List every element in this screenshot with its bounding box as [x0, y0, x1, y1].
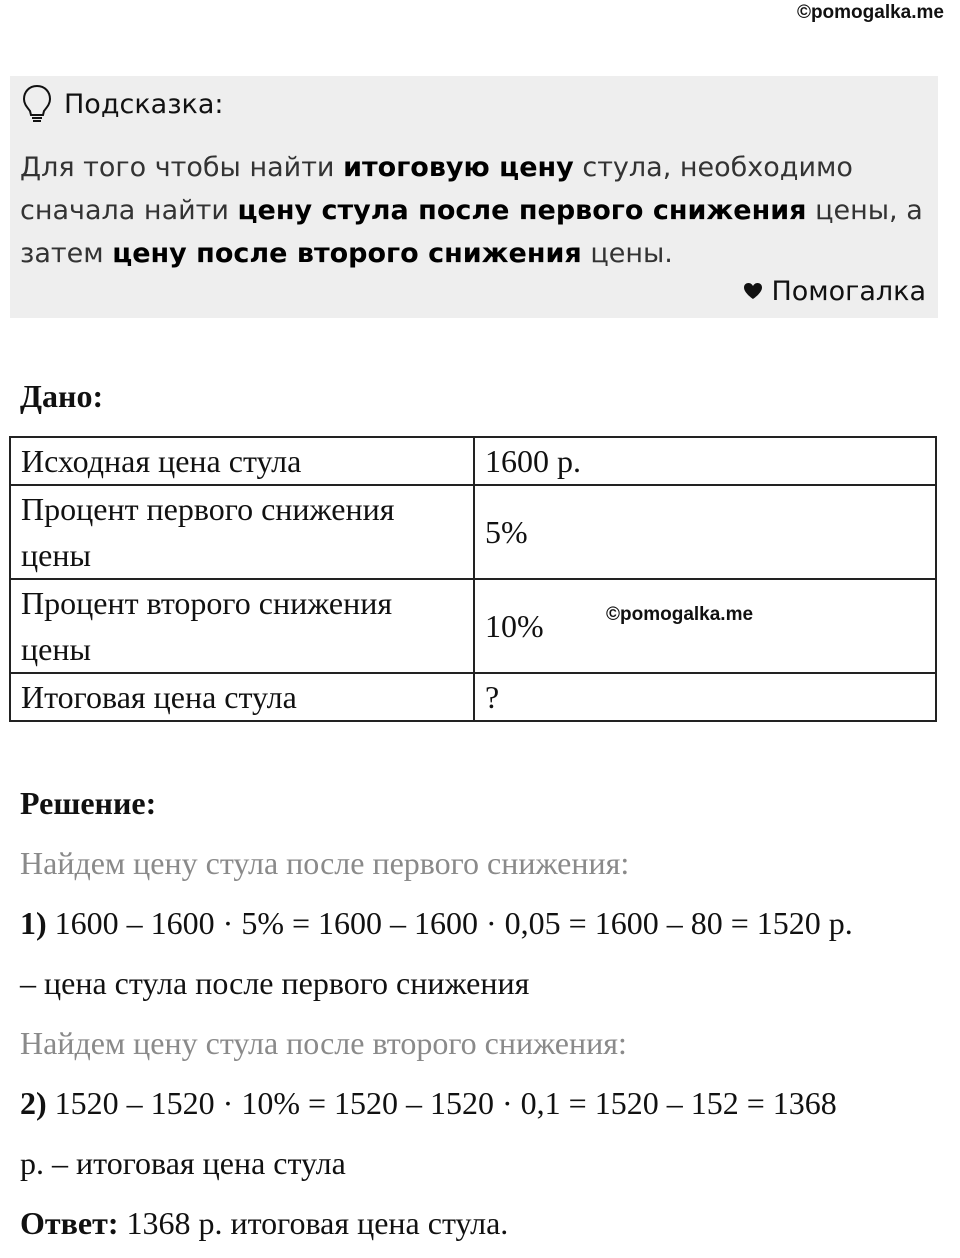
step1-expression — [20, 898, 940, 958]
hint-signature — [743, 276, 926, 307]
given-table — [9, 436, 937, 722]
solution-heading: Решение: — [20, 785, 157, 821]
table-cell-label: Исходная цена стула — [10, 437, 474, 485]
expression-text: 1520 – 1520 · 10% = 1520 – 1520 · 0,1 = 1520 – 152 = 1368 — [46, 1085, 837, 1121]
step1-intro: Найдем цену стула после первого снижения: — [20, 845, 630, 881]
hint-text — [20, 146, 925, 275]
watermark: ©pomogalka.me — [796, 2, 944, 23]
hint-title: Подсказка: — [64, 88, 224, 120]
hint-text-emphasis: цену после второго снижения — [112, 238, 582, 269]
step2-intro: Найдем цену стула после второго снижения: — [20, 1025, 627, 1061]
table-cell-label: Процент первого снижения цены — [10, 485, 474, 579]
step1-note: – цена стула после первого снижения — [20, 965, 530, 1001]
table-cell-label: Процент второго снижения цены — [10, 579, 474, 673]
expression-text: 1600 – 1600 · 5% = 1600 – 1600 · 0,05 = 1600 – 80 = 1520 р. — [46, 905, 853, 941]
given-heading: Дано: — [20, 378, 104, 414]
solution — [20, 778, 940, 1258]
table-cell-value: 5% — [474, 485, 936, 579]
table-row — [10, 485, 936, 579]
heart-icon — [743, 276, 763, 307]
answer-label: Ответ: — [20, 1205, 119, 1241]
hint-box — [10, 76, 938, 318]
table-cell-value: 10% — [474, 579, 936, 673]
table-row — [10, 437, 936, 485]
hint-text-part: цены. — [581, 238, 673, 269]
table-watermark: ©pomogalka.me — [606, 604, 754, 625]
step-number: 1) — [20, 905, 47, 941]
lightbulb-icon — [22, 84, 52, 124]
hint-text-part: стула, необходимо сначала найти — [20, 152, 853, 226]
table-cell-value: ? — [474, 673, 936, 721]
step2-note: р. – итоговая цена стула — [20, 1145, 346, 1181]
answer-text: 1368 р. итоговая цена стула. — [118, 1205, 509, 1241]
hint-text-emphasis: цену стула после первого снижения — [237, 195, 807, 226]
table-cell-value: 1600 р. — [474, 437, 936, 485]
table-row — [10, 579, 936, 673]
table-cell-label: Итоговая цена стула — [10, 673, 474, 721]
hint-text-emphasis: итоговую цену — [343, 152, 574, 183]
signature-text: Помогалка — [771, 276, 926, 307]
step-number: 2) — [20, 1085, 47, 1121]
answer — [20, 1198, 940, 1258]
hint-header — [22, 84, 224, 124]
hint-text-part: Для того чтобы найти — [20, 152, 344, 183]
hint-text-part: цены, а затем — [20, 195, 923, 269]
table-row — [10, 673, 936, 721]
step2-expression — [20, 1078, 940, 1138]
